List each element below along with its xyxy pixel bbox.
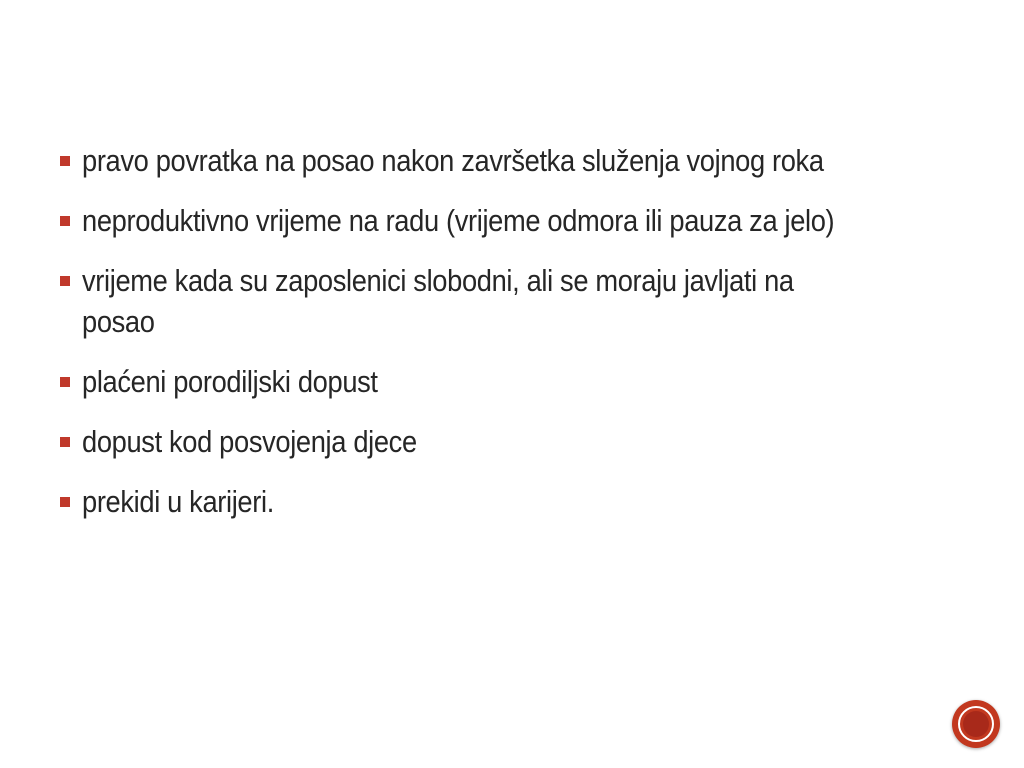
list-item-text: vrijeme kada su zaposlenici slobodni, ali se moraju javljati na posao (82, 263, 794, 339)
bullet-list (60, 140, 980, 541)
list-item (60, 421, 980, 462)
list-item (60, 481, 980, 522)
list-item-text: pravo povratka na posao nakon završetka služenja vojnog roka (82, 143, 824, 178)
circle-nav-icon[interactable] (952, 700, 1000, 748)
list-item (60, 361, 980, 402)
square-bullet-icon (60, 216, 70, 226)
list-item (60, 260, 980, 342)
square-bullet-icon (60, 437, 70, 447)
list-item-text: neproduktivno vrijeme na radu (vrijeme odmora ili pauza za jelo) (82, 203, 835, 238)
list-item (60, 200, 980, 241)
square-bullet-icon (60, 497, 70, 507)
list-item-text: dopust kod posvojenja djece (82, 424, 417, 459)
list-item (60, 140, 980, 181)
square-bullet-icon (60, 276, 70, 286)
list-item-text: plaćeni porodiljski dopust (82, 364, 378, 399)
square-bullet-icon (60, 156, 70, 166)
nav-button-ring (958, 706, 994, 742)
list-item-text: prekidi u karijeri. (82, 484, 274, 519)
square-bullet-icon (60, 377, 70, 387)
